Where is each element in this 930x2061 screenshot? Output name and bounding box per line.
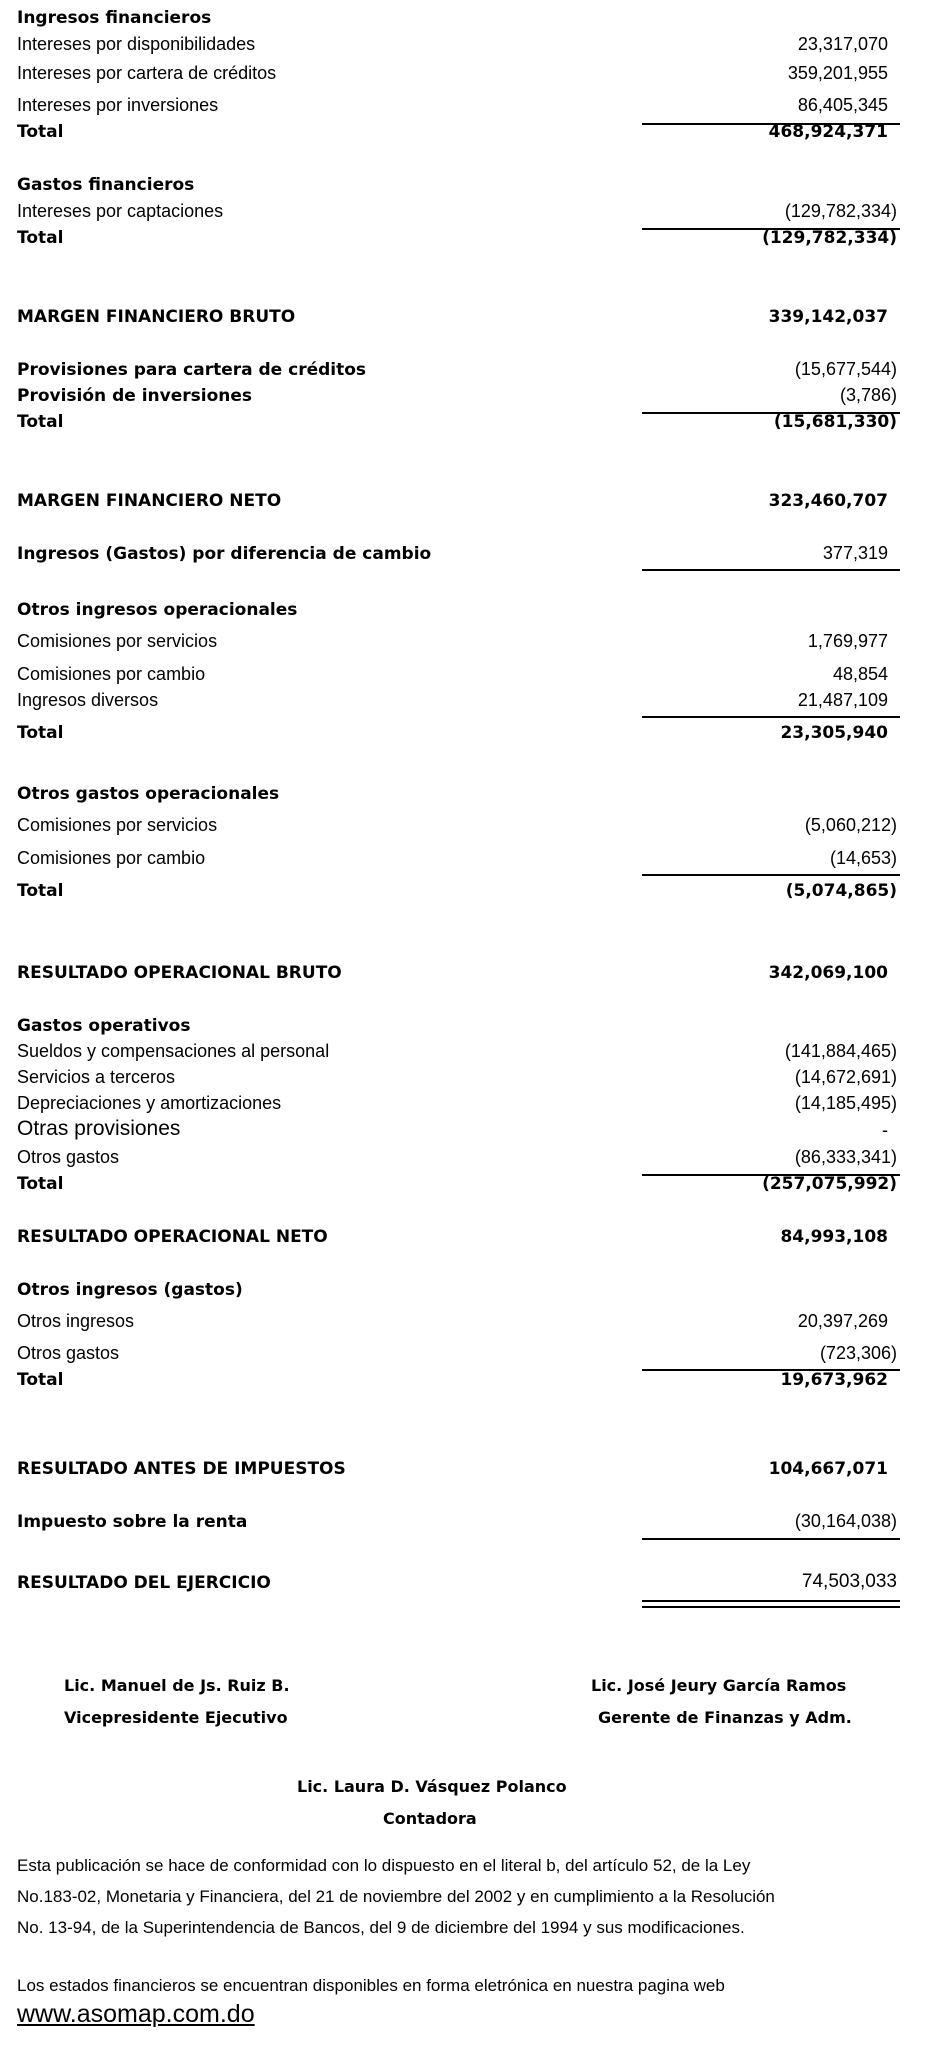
line-item-label: Otros gastos: [17, 1343, 120, 1363]
line-item-label: Otros gastos: [17, 1147, 120, 1167]
line-item: [17, 198, 897, 224]
line-item-value: (14,672,691): [794, 1067, 897, 1087]
summary-value: 377,319: [822, 543, 888, 563]
total-label: Total: [17, 1370, 64, 1390]
legal-note-line: Esta publicación se hace de conformidad con lo dispuesto en el literal b, del artículo 52, de la Ley: [17, 1856, 751, 1875]
line-item: [17, 661, 897, 687]
line-item: [17, 382, 897, 408]
heading-otros-ingresos-operacionales: [17, 596, 897, 622]
total-value: (129,782,334): [762, 228, 897, 248]
line-item-label: Sueldos y compensaciones al personal: [17, 1041, 330, 1061]
line-item: [17, 628, 897, 654]
line-item-label: Ingresos diversos: [17, 690, 159, 710]
line-item-label: Otras provisiones: [17, 1117, 181, 1140]
line-item-value: (14,185,495): [794, 1093, 897, 1113]
line-item-label: Comisiones por servicios: [17, 815, 218, 835]
line-item: [17, 845, 897, 871]
line-item: [17, 1308, 897, 1334]
heading-gastos-operativos: [17, 1012, 897, 1038]
line-item-value: (3,786): [839, 385, 897, 405]
line-item-label: Intereses por cartera de créditos: [17, 63, 277, 83]
diferencia-cambio-row: [17, 540, 897, 566]
line-item-label: Intereses por inversiones: [17, 95, 219, 115]
total-value: 19,673,962: [780, 1370, 888, 1390]
resultado-operacional-neto-row: [17, 1223, 897, 1249]
legal-note-line: No.183-02, Monetaria y Financiera, del 21 de noviembre del 2002 y en cumplimiento a la Resolución: [17, 1887, 775, 1906]
section-heading: Otros gastos operacionales: [17, 784, 280, 804]
heading-ingresos-financieros: [17, 4, 897, 30]
line-item: [17, 1090, 897, 1116]
total-label: Total: [17, 1174, 64, 1194]
line-item-label: Provisión de inversiones: [17, 386, 252, 406]
total-value: 23,305,940: [780, 723, 888, 743]
margen-financiero-bruto-row: [17, 303, 897, 329]
line-item-value: (15,677,544): [794, 359, 897, 379]
resultado-ejercicio-row: [17, 1569, 897, 1595]
line-item: [17, 1144, 897, 1170]
legal-note-line: No. 13-94, de la Superintendencia de Bancos, del 9 de diciembre del 1994 y sus modificaciones.: [17, 1918, 745, 1937]
section-heading: Otros ingresos (gastos): [17, 1280, 243, 1300]
line-item-label: Intereses por captaciones: [17, 201, 224, 221]
line-item-value: (723,306): [819, 1343, 897, 1363]
heading-otros-gastos-operacionales: [17, 780, 897, 806]
section-heading: Ingresos financieros: [17, 8, 212, 28]
line-item-value: (5,060,212): [804, 815, 897, 835]
signatory-right-name: Lic. José Jeury García Ramos: [591, 1676, 847, 1695]
total-label: Total: [17, 723, 64, 743]
line-item-value: (14,653): [829, 848, 897, 868]
signatory-left-name: Lic. Manuel de Js. Ruiz B.: [64, 1676, 290, 1695]
final-double-rule: [642, 1600, 900, 1608]
line-item: [17, 60, 897, 86]
total-row: [17, 877, 897, 903]
line-item-label: Comisiones por cambio: [17, 848, 206, 868]
total-label: Total: [17, 881, 64, 901]
summary-value: 84,993,108: [780, 1227, 888, 1247]
line-item-value: 359,201,955: [787, 63, 888, 83]
signatory-center-name: Lic. Laura D. Vásquez Polanco: [297, 1777, 567, 1796]
line-item: [17, 1117, 897, 1143]
impuesto-renta-row: [17, 1508, 897, 1534]
line-item: [17, 812, 897, 838]
summary-label: RESULTADO DEL EJERCICIO: [17, 1573, 271, 1593]
line-item-value: 48,854: [832, 664, 888, 684]
line-item-value: 21,487,109: [797, 690, 888, 710]
total-row: [17, 118, 897, 144]
line-item: [17, 1340, 897, 1366]
heading-otros-ingresos-gastos: [17, 1276, 897, 1302]
line-item-label: Intereses por disponibilidades: [17, 34, 256, 54]
availability-note: Los estados financieros se encuentran disponibles en forma eletrónica en nuestra pagina web: [17, 1976, 725, 1995]
summary-value: (30,164,038): [794, 1511, 897, 1531]
total-row: [17, 224, 897, 250]
signatory-left-title: Vicepresidente Ejecutivo: [64, 1708, 288, 1727]
total-row: [17, 1170, 897, 1196]
summary-value: 339,142,037: [768, 307, 888, 327]
resultado-operacional-bruto-row: [17, 959, 897, 985]
line-item-value: (141,884,465): [784, 1041, 897, 1061]
line-item-value: (129,782,334): [784, 201, 897, 221]
line-item-value: (86,333,341): [794, 1147, 897, 1167]
line-item: [17, 1038, 897, 1064]
summary-value: 323,460,707: [768, 491, 888, 511]
signatory-center-title: Contadora: [383, 1809, 477, 1828]
line-item: [17, 31, 897, 57]
signatory-right-title: Gerente de Finanzas y Adm.: [598, 1708, 852, 1727]
line-item-label: Provisiones para cartera de créditos: [17, 360, 367, 380]
total-value: (5,074,865): [785, 881, 897, 901]
section-heading: Otros ingresos operacionales: [17, 600, 298, 620]
margen-financiero-neto-row: [17, 487, 897, 513]
summary-label: Impuesto sobre la renta: [17, 1512, 248, 1532]
subtotal-rule: [642, 569, 900, 571]
line-item-value: -: [882, 1120, 888, 1140]
total-row: [17, 408, 897, 434]
resultado-antes-impuestos-row: [17, 1455, 897, 1481]
heading-gastos-financieros: [17, 171, 897, 197]
total-label: Total: [17, 122, 64, 142]
summary-value: 342,069,100: [768, 963, 888, 983]
total-label: Total: [17, 412, 64, 432]
total-value: 468,924,371: [768, 122, 888, 142]
line-item-label: Comisiones por cambio: [17, 664, 206, 684]
total-label: Total: [17, 228, 64, 248]
website-link[interactable]: www.asomap.com.do: [17, 2000, 255, 2028]
subtotal-rule: [642, 874, 900, 876]
total-value: (15,681,330): [773, 412, 897, 432]
line-item: [17, 356, 897, 382]
summary-label: RESULTADO ANTES DE IMPUESTOS: [17, 1459, 346, 1479]
line-item-value: 20,397,269: [797, 1311, 888, 1331]
total-value: (257,075,992): [762, 1174, 897, 1194]
line-item-value: 1,769,977: [807, 631, 888, 651]
line-item-label: Comisiones por servicios: [17, 631, 218, 651]
summary-label: MARGEN FINANCIERO BRUTO: [17, 307, 296, 327]
summary-label: RESULTADO OPERACIONAL BRUTO: [17, 963, 342, 983]
total-row: [17, 1366, 897, 1392]
line-item: [17, 92, 897, 118]
line-item-label: Depreciaciones y amortizaciones: [17, 1093, 282, 1113]
summary-value: 104,667,071: [768, 1459, 888, 1479]
line-item-label: Otros ingresos: [17, 1311, 135, 1331]
section-heading: Gastos financieros: [17, 175, 195, 195]
subtotal-rule: [642, 716, 900, 718]
section-heading: Gastos operativos: [17, 1016, 191, 1036]
line-item: [17, 1064, 897, 1090]
total-row: [17, 719, 897, 745]
summary-label: Ingresos (Gastos) por diferencia de cambio: [17, 544, 432, 564]
subtotal-rule: [642, 1538, 900, 1540]
line-item-label: Servicios a terceros: [17, 1067, 176, 1087]
line-item-value: 86,405,345: [797, 95, 888, 115]
summary-label: RESULTADO OPERACIONAL NETO: [17, 1227, 328, 1247]
line-item-value: 23,317,070: [797, 34, 888, 54]
summary-label: MARGEN FINANCIERO NETO: [17, 491, 282, 511]
summary-value: 74,503,033: [801, 1571, 897, 1592]
line-item: [17, 687, 897, 713]
